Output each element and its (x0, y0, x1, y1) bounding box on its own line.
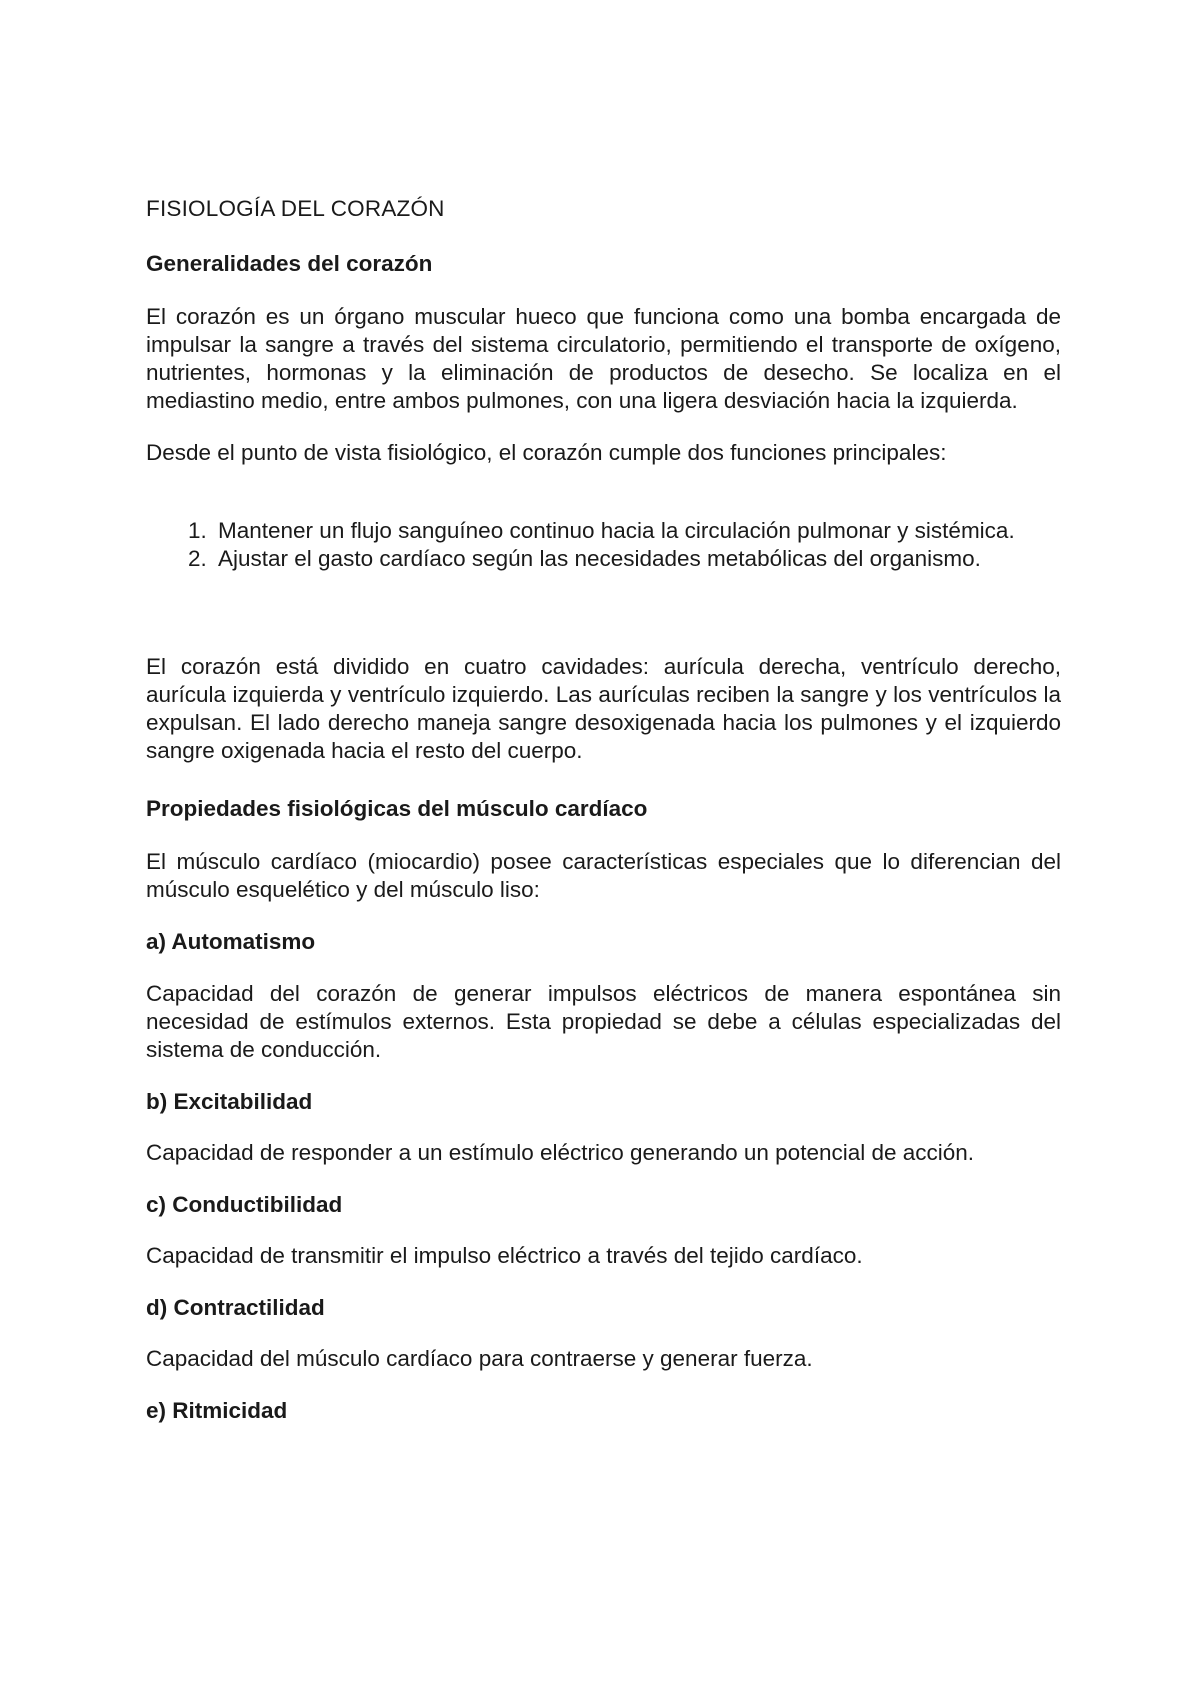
list-item-text: Mantener un flujo sanguíneo continuo hacia la circulación pulmonar y sistémica. (218, 518, 1015, 543)
list-item-number: 2. (188, 546, 207, 571)
list-item (146, 545, 1061, 573)
property-text-conductibilidad: Capacidad de transmitir el impulso eléctrico a través del tejido cardíaco. (146, 1243, 863, 1268)
section-heading-propiedades: Propiedades fisiológicas del músculo cardíaco (146, 796, 648, 821)
property-text-contractilidad: Capacidad del músculo cardíaco para contraerse y generar fuerza. (146, 1346, 813, 1371)
property-text-automatismo: Capacidad del corazón de generar impulsos eléctricos de manera espontánea sin necesidad de estímulos externos. Esta propiedad se debe a células especializadas del sistema de conducción. (146, 981, 1061, 1062)
paragraph-cavities: El corazón está dividido en cuatro cavidades: aurícula derecha, ventrículo derecho, aurícula izquierda y ventrículo izquierdo. Las aurículas reciben la sangre y los ventrículos la expulsan. El lado derecho maneja sangre desoxigenada hacia los pulmones y el izquierdo sangre oxigenada hacia el resto del cuerpo. (146, 654, 1061, 763)
section-heading-generalidades: Generalidades del corazón (146, 251, 433, 276)
paragraph-intro: El corazón es un órgano muscular hueco que funciona como una bomba encargada de impulsar la sangre a través del sistema circulatorio, permitiendo el transporte de oxígeno, nutrientes, hormonas y la eliminación de productos de desecho. Se localiza en el mediastino medio, entre ambos pulmones, con una ligera desviación hacia la izquierda. (146, 304, 1061, 413)
document-body (146, 195, 1061, 1425)
property-heading-excitabilidad: b) Excitabilidad (146, 1089, 313, 1114)
paragraph-properties-intro: El músculo cardíaco (miocardio) posee características especiales que lo diferencian del músculo esquelético y del músculo liso: (146, 849, 1061, 902)
document-title: FISIOLOGÍA DEL CORAZÓN (146, 196, 445, 221)
property-heading-contractilidad: d) Contractilidad (146, 1295, 325, 1320)
property-text-excitabilidad: Capacidad de responder a un estímulo eléctrico generando un potencial de acción. (146, 1140, 975, 1165)
list-item (146, 517, 1061, 545)
list-item-text: Ajustar el gasto cardíaco según las necesidades metabólicas del organismo. (218, 546, 981, 571)
property-heading-automatismo: a) Automatismo (146, 929, 316, 954)
property-heading-conductibilidad: c) Conductibilidad (146, 1192, 343, 1217)
functions-list (146, 517, 1061, 573)
list-item-number: 1. (188, 518, 207, 543)
paragraph-functions-intro: Desde el punto de vista fisiológico, el corazón cumple dos funciones principales: (146, 440, 947, 465)
property-heading-ritmicidad: e) Ritmicidad (146, 1398, 288, 1423)
